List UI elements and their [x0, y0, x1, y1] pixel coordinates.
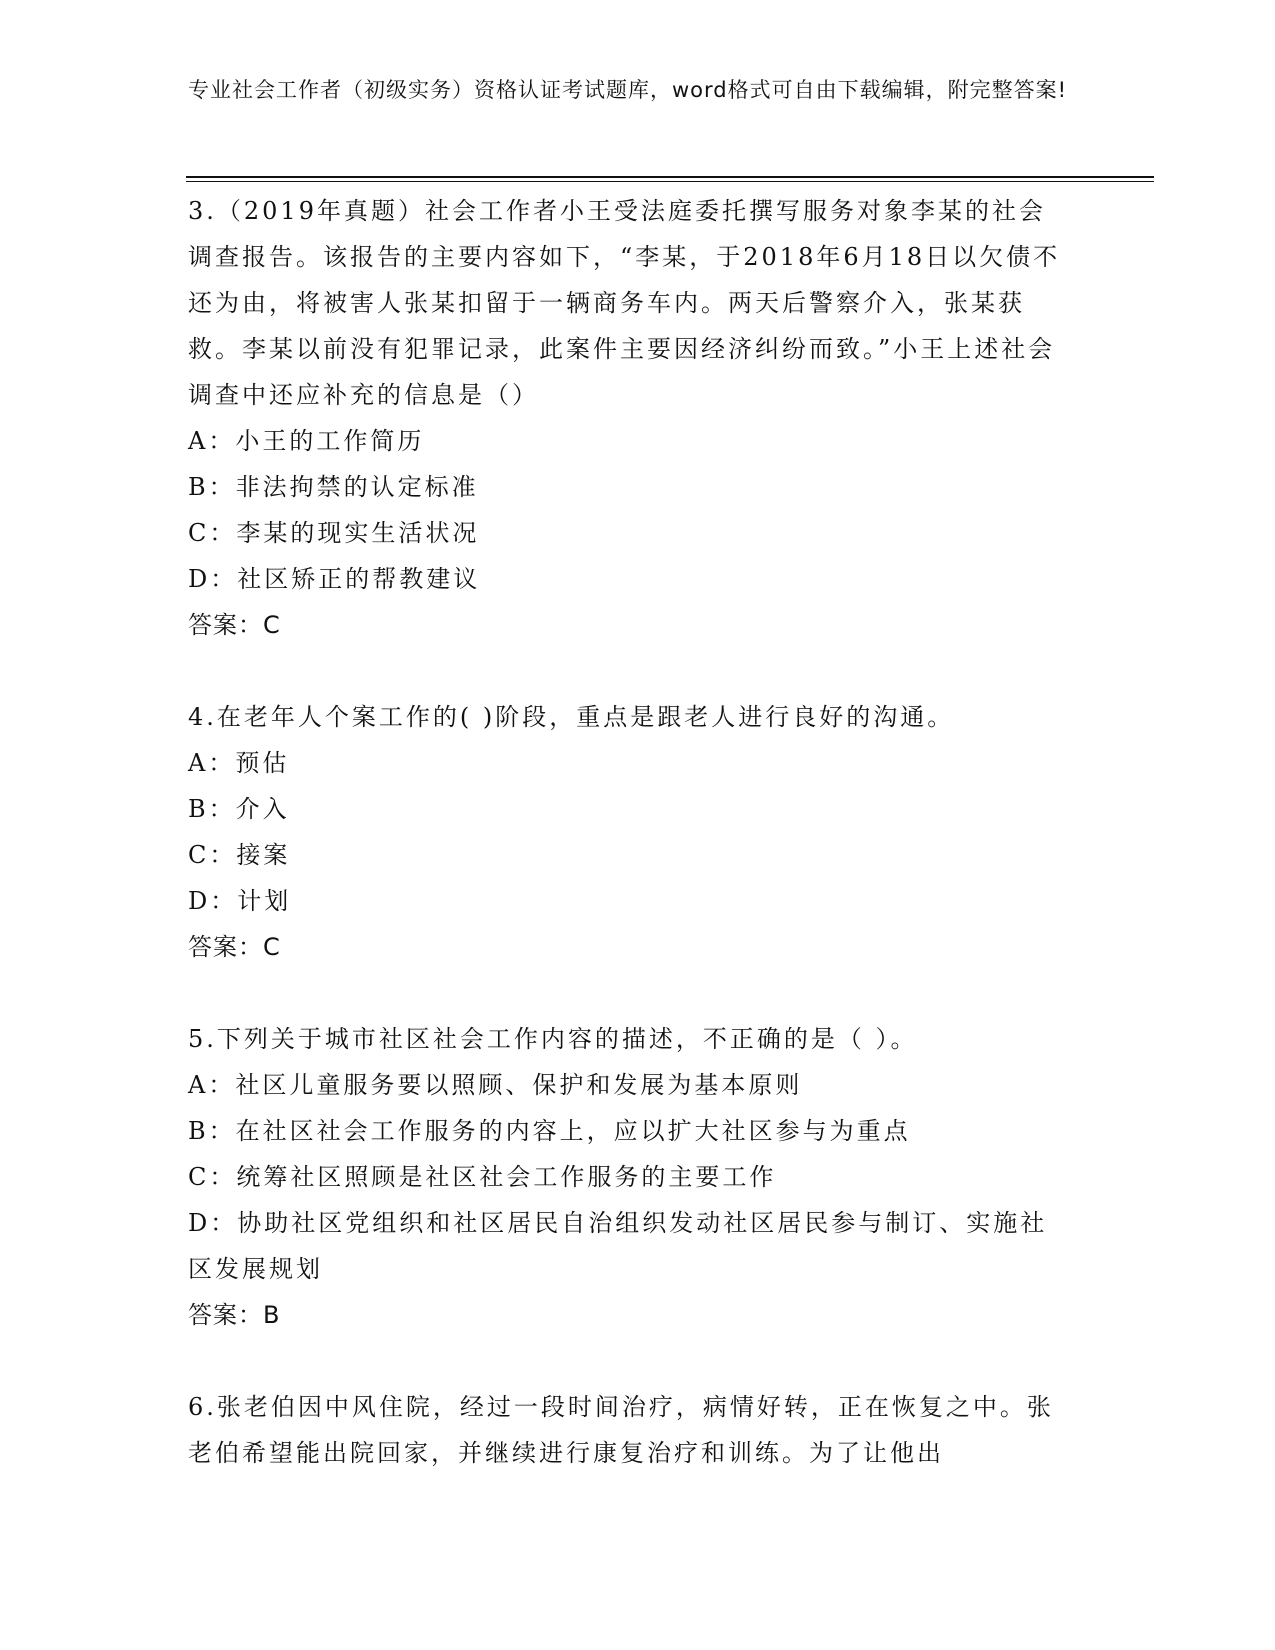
- answer-line: 答案：C: [188, 933, 281, 961]
- option-d: D：计划: [188, 887, 292, 915]
- header-divider-thin: [186, 181, 1154, 182]
- question-6: [188, 1384, 1068, 1476]
- option-c: C：接案: [188, 841, 291, 869]
- option-c: C：统筹社区照顾是社区社会工作服务的主要工作: [188, 1163, 777, 1191]
- question-list: [188, 188, 1068, 1476]
- spacer: [188, 970, 1068, 1016]
- option-b: B：介入: [188, 795, 290, 823]
- question-text: 3.（2019年真题）社会工作者小王受法庭委托撰写服务对象李某的社会调查报告。该报告的主要内容如下，“李某，于2018年6月18日以欠债不还为由，将被害人张某扣留于一辆商务车内。两天后警察介入，张某获救。李某以前没有犯罪记录，此案件主要因经济纠纷而致。”小王上述社会调查中还应补充的信息是（）: [188, 197, 1061, 409]
- option-a: A：小王的工作简历: [188, 427, 425, 455]
- question-5: [188, 1016, 1068, 1338]
- answer-line: 答案：C: [188, 611, 281, 639]
- option-a: A：社区儿童服务要以照顾、保护和发展为基本原则: [188, 1071, 803, 1099]
- header-title: 专业社会工作者（初级实务）资格认证考试题库，word格式可自由下载编辑，附完整答案!: [188, 78, 1068, 102]
- option-d: D：协助社区党组织和社区居民自治组织发动社区居民参与制订、实施社区发展规划: [188, 1209, 1048, 1283]
- spacer: [188, 1338, 1068, 1384]
- answer-line: 答案：B: [188, 1301, 281, 1329]
- option-c: C：李某的现实生活状况: [188, 519, 480, 547]
- question-4: [188, 694, 1068, 970]
- option-d: D：社区矫正的帮教建议: [188, 565, 481, 593]
- header-divider-thick: [186, 176, 1154, 178]
- question-text: 4.在老年人个案工作的( )阶段，重点是跟老人进行良好的沟通。: [188, 703, 955, 731]
- spacer: [188, 648, 1068, 694]
- question-text: 5.下列关于城市社区社会工作内容的描述，不正确的是（ ）。: [188, 1025, 918, 1053]
- document-header: [188, 74, 1068, 106]
- option-a: A：预估: [188, 749, 290, 777]
- question-text: 6.张老伯因中风住院，经过一段时间治疗，病情好转，正在恢复之中。张老伯希望能出院回家，并继续进行康复治疗和训练。为了让他出: [188, 1393, 1054, 1467]
- question-3: [188, 188, 1068, 648]
- option-b: B：非法拘禁的认定标准: [188, 473, 479, 501]
- option-b: B：在社区社会工作服务的内容上，应以扩大社区参与为重点: [188, 1117, 911, 1145]
